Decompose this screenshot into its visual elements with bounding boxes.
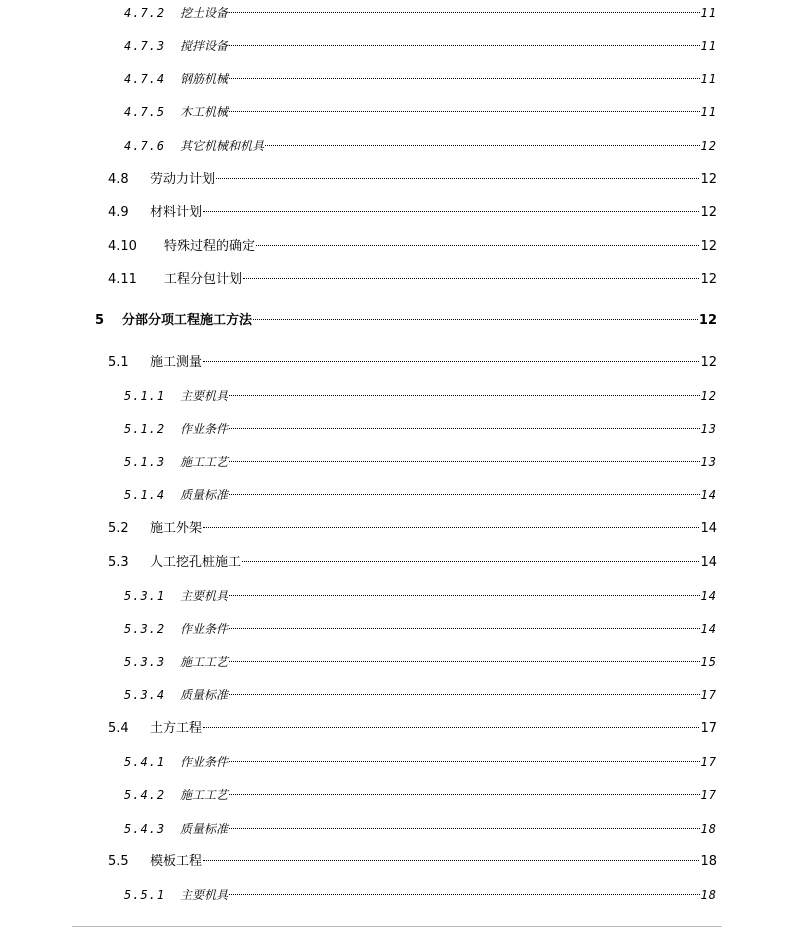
toc-entry[interactable] bbox=[108, 852, 717, 872]
toc-entry-title: 作业条件 bbox=[180, 422, 229, 436]
toc-entry-number: 5.1.4 bbox=[124, 488, 166, 502]
toc-dot-leader bbox=[229, 394, 700, 396]
toc-entry-page-number: 12 bbox=[698, 313, 717, 328]
toc-entry-number: 5.1.2 bbox=[124, 422, 166, 436]
toc-entry-number: 5.4.1 bbox=[124, 755, 166, 769]
toc-dot-leader bbox=[229, 760, 700, 762]
toc-entry[interactable] bbox=[108, 170, 717, 190]
toc-entry-page-number: 13 bbox=[700, 455, 717, 469]
toc-entry-number: 4.8 bbox=[108, 172, 129, 187]
toc-entry-page-number: 11 bbox=[700, 39, 717, 53]
toc-entry-number: 4.7.4 bbox=[124, 72, 166, 86]
toc-entry-page-number: 12 bbox=[700, 355, 717, 370]
toc-entry-number: 4.7.5 bbox=[124, 105, 166, 119]
toc-dot-leader bbox=[229, 460, 700, 462]
toc-entry-page-number: 14 bbox=[700, 521, 717, 536]
toc-dot-leader bbox=[243, 277, 699, 279]
toc-entry[interactable] bbox=[108, 353, 717, 373]
toc-entry-page-number: 17 bbox=[700, 788, 717, 802]
toc-entry[interactable] bbox=[108, 237, 717, 257]
toc-entry[interactable] bbox=[108, 519, 717, 539]
toc-entry[interactable] bbox=[108, 553, 717, 573]
toc-entry-title: 施工外架 bbox=[150, 521, 203, 536]
toc-entry-page-number: 11 bbox=[700, 6, 717, 20]
toc-entry-page-number: 14 bbox=[700, 589, 717, 603]
toc-entry-title: 搅拌设备 bbox=[180, 39, 229, 53]
toc-entry-page-number: 18 bbox=[700, 854, 717, 869]
toc-entry-page-number: 11 bbox=[700, 72, 717, 86]
toc-entry-title: 主要机具 bbox=[180, 888, 229, 902]
toc-dot-leader bbox=[229, 77, 700, 79]
toc-entry-title: 质量标准 bbox=[180, 688, 229, 702]
toc-entry-page-number: 14 bbox=[700, 488, 717, 502]
toc-entry[interactable] bbox=[124, 3, 717, 23]
toc-entry[interactable] bbox=[124, 819, 717, 839]
toc-entry-number: 4.10 bbox=[108, 239, 137, 254]
toc-entry-page-number: 12 bbox=[700, 172, 717, 187]
footer-divider bbox=[72, 926, 722, 931]
toc-entry[interactable] bbox=[124, 485, 717, 505]
toc-entry-page-number: 11 bbox=[700, 105, 717, 119]
toc-entry-number: 4.11 bbox=[108, 272, 137, 287]
toc-entry-page-number: 12 bbox=[700, 239, 717, 254]
toc-dot-leader bbox=[203, 726, 699, 728]
toc-entry-number: 5.4.3 bbox=[124, 822, 166, 836]
toc-dot-leader bbox=[229, 427, 700, 429]
toc-dot-leader bbox=[265, 144, 700, 146]
toc-entry-title: 模板工程 bbox=[150, 854, 203, 869]
toc-entry-title: 钢筋机械 bbox=[180, 72, 229, 86]
toc-entry-number: 5.3 bbox=[108, 555, 129, 570]
toc-entry-title: 作业条件 bbox=[180, 755, 229, 769]
toc-entry-title: 挖土设备 bbox=[180, 6, 229, 20]
toc-dot-leader bbox=[229, 827, 700, 829]
toc-dot-leader bbox=[229, 793, 700, 795]
toc-dot-leader bbox=[229, 44, 700, 46]
toc-entry-page-number: 12 bbox=[700, 272, 717, 287]
toc-entry-number: 4.7.3 bbox=[124, 39, 166, 53]
toc-entry[interactable] bbox=[124, 619, 717, 639]
toc-entry-title: 施工工艺 bbox=[180, 655, 229, 669]
toc-dot-leader bbox=[216, 177, 699, 179]
toc-entry-number: 5.1 bbox=[108, 355, 129, 370]
toc-entry[interactable] bbox=[108, 270, 717, 290]
toc-entry-title: 作业条件 bbox=[180, 622, 229, 636]
toc-entry-title: 人工挖孔桩施工 bbox=[150, 555, 242, 570]
toc-entry-number: 5.5 bbox=[108, 854, 129, 869]
toc-entry[interactable] bbox=[108, 203, 717, 223]
toc-entry-number: 5.5.1 bbox=[124, 888, 166, 902]
toc-entry-title: 质量标准 bbox=[180, 488, 229, 502]
toc-entry-title: 质量标准 bbox=[180, 822, 229, 836]
toc-dot-leader bbox=[203, 859, 699, 861]
toc-entry-title: 分部分项工程施工方法 bbox=[122, 313, 253, 328]
toc-entry-number: 5.4 bbox=[108, 721, 129, 736]
toc-entry-page-number: 12 bbox=[700, 389, 717, 403]
toc-dot-leader bbox=[242, 560, 699, 562]
toc-entry-number: 4.7.2 bbox=[124, 6, 166, 20]
toc-entry-number: 5.3.4 bbox=[124, 688, 166, 702]
toc-entry-title: 其它机械和机具 bbox=[180, 139, 265, 153]
toc-entry-title: 施工工艺 bbox=[180, 455, 229, 469]
toc-dot-leader bbox=[203, 360, 699, 362]
toc-dot-leader bbox=[229, 893, 700, 895]
toc-entry[interactable] bbox=[124, 69, 717, 89]
toc-entry-number: 4.7.6 bbox=[124, 139, 166, 153]
toc-dot-leader bbox=[229, 110, 700, 112]
toc-entry[interactable] bbox=[108, 719, 717, 739]
toc-entry-page-number: 12 bbox=[700, 205, 717, 220]
toc-entry-page-number: 12 bbox=[700, 139, 717, 153]
toc-entry[interactable] bbox=[124, 36, 717, 56]
toc-entry[interactable] bbox=[124, 102, 717, 122]
toc-entry[interactable] bbox=[124, 452, 717, 472]
toc-entry-title: 主要机具 bbox=[180, 589, 229, 603]
toc-entry-number: 5.3.2 bbox=[124, 622, 166, 636]
toc-entry-page-number: 18 bbox=[700, 888, 717, 902]
toc-entry[interactable] bbox=[124, 685, 717, 705]
toc-dot-leader bbox=[229, 660, 700, 662]
toc-entry-page-number: 17 bbox=[700, 755, 717, 769]
toc-entry-page-number: 15 bbox=[700, 655, 717, 669]
toc-entry-number: 5.3.1 bbox=[124, 589, 166, 603]
toc-entry-title: 主要机具 bbox=[180, 389, 229, 403]
toc-entry-title: 施工测量 bbox=[150, 355, 203, 370]
toc-entry-page-number: 14 bbox=[700, 555, 717, 570]
toc-dot-leader bbox=[229, 493, 700, 495]
toc-entry[interactable] bbox=[124, 419, 717, 439]
toc-entry-page-number: 17 bbox=[700, 688, 717, 702]
toc-entry-number: 5.1.1 bbox=[124, 389, 166, 403]
toc-entry-page-number: 18 bbox=[700, 822, 717, 836]
toc-dot-leader bbox=[229, 627, 700, 629]
toc-entry-number: 5.3.3 bbox=[124, 655, 166, 669]
toc-entry-page-number: 13 bbox=[700, 422, 717, 436]
toc-entry-number: 5.4.2 bbox=[124, 788, 166, 802]
toc-entry[interactable] bbox=[124, 652, 717, 672]
toc-entry[interactable] bbox=[124, 386, 717, 406]
toc-entry-page-number: 14 bbox=[700, 622, 717, 636]
toc-entry[interactable] bbox=[124, 785, 717, 805]
toc-entry-title: 材料计划 bbox=[150, 205, 203, 220]
toc-dot-leader bbox=[229, 693, 700, 695]
toc-entry-title: 工程分包计划 bbox=[164, 272, 243, 287]
toc-dot-leader bbox=[229, 594, 700, 596]
toc-dot-leader bbox=[203, 210, 699, 212]
toc-entry-number: 4.9 bbox=[108, 205, 129, 220]
toc-entry-number: 5 bbox=[95, 313, 105, 328]
toc-dot-leader bbox=[253, 318, 698, 320]
toc-entry-title: 施工工艺 bbox=[180, 788, 229, 802]
toc-entry-title: 劳动力计划 bbox=[150, 172, 216, 187]
toc-entry-page-number: 17 bbox=[700, 721, 717, 736]
toc-entry-title: 土方工程 bbox=[150, 721, 203, 736]
toc-entry[interactable] bbox=[124, 752, 717, 772]
toc-entry-number: 5.1.3 bbox=[124, 455, 166, 469]
toc-entry-title: 木工机械 bbox=[180, 105, 229, 119]
toc-entry[interactable] bbox=[95, 311, 717, 331]
toc-dot-leader bbox=[229, 11, 700, 13]
toc-dot-leader bbox=[203, 526, 699, 528]
toc-dot-leader bbox=[256, 244, 699, 246]
toc-entry[interactable] bbox=[124, 136, 717, 156]
toc-entry[interactable] bbox=[124, 885, 717, 905]
toc-entry-title: 特殊过程的确定 bbox=[164, 239, 256, 254]
toc-entry-number: 5.2 bbox=[108, 521, 129, 536]
toc-entry[interactable] bbox=[124, 586, 717, 606]
